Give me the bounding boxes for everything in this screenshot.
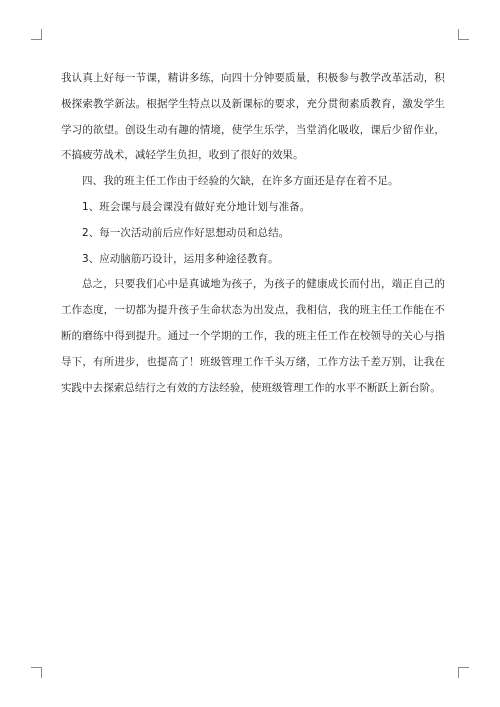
- crop-mark-top-left: [31, 29, 42, 40]
- paragraph-teaching: 我认真上好每一节课，精讲多练，向四十分钟要质量，积极参与教学改革活动，积极探索教学新法。根据学生特点以及新课标的要求，充分贯彻素质教育，激发学生学习的欲望。创设生动有趣的情境，使学生乐学，当堂消化吸收，课后少留作业，不搞疲劳战术，减轻学生负担，收到了很好的效果。: [61, 72, 445, 162]
- paragraph-summary: 总之，只要我们心中是真诚地为孩子，为孩子的健康成长而付出，端正自己的工作态度，一切都为提升孩子生命状态为出发点，我相信，我的班主任工作能在不断的磨练中得到提升。通过一个学期的工作，我的班主任工作在校领导的关心与指导下，有所进步，也提高了！班级管理工作千头万绪，工作方法千差万别，让我在实践中去探索总结行之有效的方法经验，使班级管理工作的水平不断跃上新台阶。: [61, 278, 445, 394]
- list-item-three: 3、应动脑筋巧设计，运用多种途径教育。: [82, 252, 279, 265]
- list-item-one: 1、班会课与晨会课没有做好充分地计划与准备。: [82, 200, 311, 213]
- crop-mark-bottom-left: [31, 667, 42, 678]
- document-body: [61, 66, 445, 401]
- list-item-two: 2、每一次活动前后应作好思想动员和总结。: [82, 226, 290, 239]
- paragraph-section-four-heading: 四、我的班主任工作由于经验的欠缺，在许多方面还是存在着不足。: [82, 175, 399, 188]
- crop-mark-bottom-right: [458, 667, 469, 678]
- crop-mark-top-right: [458, 29, 469, 40]
